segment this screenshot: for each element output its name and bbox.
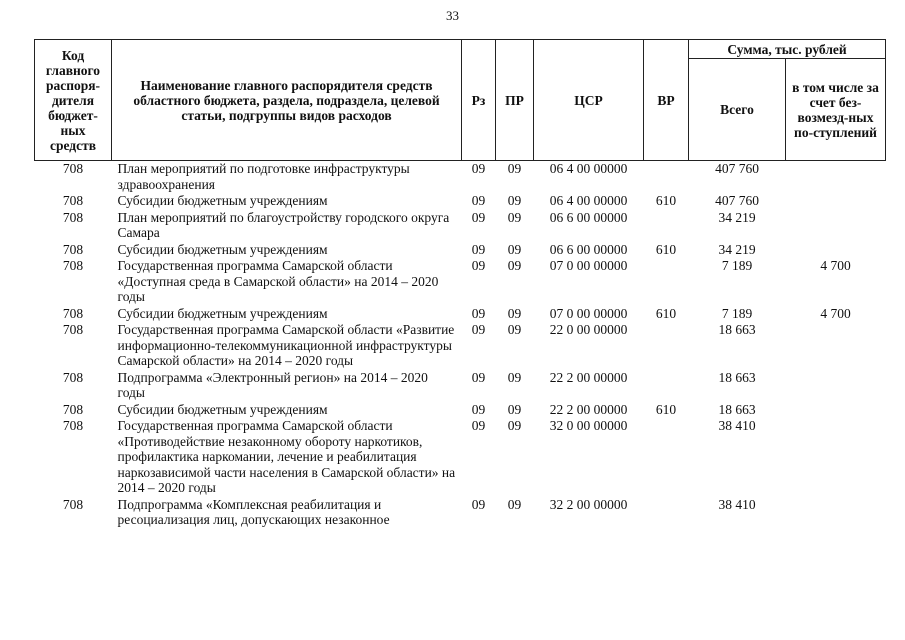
cell-csr: 06 6 00 00000	[549, 241, 628, 257]
table-body	[35, 161, 886, 529]
header-total: Всего	[689, 59, 786, 161]
cell-rz: 09	[471, 322, 486, 337]
cell-pr: 09	[507, 322, 522, 337]
cell-pr: 09	[507, 193, 522, 208]
cell-code: 708	[62, 209, 84, 225]
cell-vr	[644, 370, 689, 402]
table-row	[35, 306, 886, 323]
header-pr: ПР	[496, 40, 534, 161]
cell-vr	[644, 322, 689, 370]
cell-name: Государственная программа Самарской области «Развитие информационно-телекоммуникационной инфраструктуры Самарской области» на 2014 – 2020 годы	[117, 322, 455, 368]
cell-vr: 610	[655, 305, 677, 321]
cell-vr	[644, 418, 689, 497]
cell-name: Подпрограмма «Электронный регион» на 2014 – 2020 годы	[117, 369, 428, 400]
cell-free	[786, 402, 886, 419]
cell-pr: 09	[507, 161, 522, 176]
cell-free	[786, 370, 886, 402]
header-csr: ЦСР	[534, 40, 644, 161]
cell-name: Субсидии бюджетным учреждениям	[117, 241, 328, 257]
table-row	[35, 210, 886, 242]
cell-csr: 32 2 00 00000	[549, 496, 628, 512]
cell-rz: 09	[471, 369, 486, 385]
cell-total: 34 219	[718, 209, 756, 225]
cell-csr: 22 0 00 00000	[549, 322, 628, 337]
cell-free	[786, 497, 886, 529]
cell-vr	[644, 210, 689, 242]
header-sum: Сумма, тыс. рублей	[689, 40, 886, 59]
cell-pr: 09	[507, 241, 522, 257]
cell-name: Государственная программа Самарской области «Противодействие незаконному обороту наркотиков, профилактика наркомании, лечение и реабилитация наркозависимой части населения в Самарской области» на 2014 – 2020 годы	[117, 418, 456, 495]
cell-pr: 09	[507, 305, 522, 321]
cell-vr: 610	[655, 193, 677, 208]
table-row	[35, 497, 886, 529]
cell-vr	[644, 258, 689, 306]
cell-code: 708	[62, 369, 84, 385]
cell-rz: 09	[471, 496, 486, 512]
cell-pr: 09	[507, 401, 522, 417]
cell-rz: 09	[471, 241, 486, 257]
cell-name: Государственная программа Самарской области «Доступная среда в Самарской области» на 2014 – 2020 годы	[117, 258, 439, 304]
cell-code: 708	[62, 322, 84, 337]
cell-total: 34 219	[718, 241, 756, 257]
cell-csr: 06 4 00 00000	[549, 193, 628, 208]
cell-code: 708	[62, 401, 84, 417]
cell-rz: 09	[471, 418, 486, 433]
cell-free	[786, 418, 886, 497]
cell-total: 18 663	[718, 322, 756, 337]
cell-code: 708	[62, 305, 84, 321]
cell-rz: 09	[471, 401, 486, 417]
cell-free: 4 700	[820, 258, 851, 273]
cell-total: 7 189	[721, 305, 753, 321]
cell-csr: 32 0 00 00000	[549, 418, 628, 433]
cell-rz: 09	[471, 305, 486, 321]
cell-code: 708	[62, 161, 84, 176]
cell-vr: 610	[655, 241, 677, 257]
cell-rz: 09	[471, 161, 486, 176]
table-row	[35, 402, 886, 419]
table-row	[35, 370, 886, 402]
cell-pr: 09	[507, 418, 522, 433]
table-row	[35, 322, 886, 370]
cell-csr: 07 0 00 00000	[549, 258, 628, 273]
cell-free	[786, 161, 886, 194]
cell-free	[786, 322, 886, 370]
cell-code: 708	[62, 193, 84, 208]
cell-total: 18 663	[718, 369, 756, 385]
table-row	[35, 193, 886, 210]
cell-code: 708	[62, 241, 84, 257]
cell-total: 7 189	[721, 258, 753, 273]
cell-free: 4 700	[820, 305, 851, 321]
cell-name: План мероприятий по подготовке инфраструктуры здравоохранения	[117, 161, 410, 192]
table-row	[35, 258, 886, 306]
cell-name: Субсидии бюджетным учреждениям	[117, 401, 328, 417]
cell-rz: 09	[471, 209, 486, 225]
cell-code: 708	[62, 258, 84, 273]
table-header	[35, 40, 886, 161]
header-vr: ВР	[644, 40, 689, 161]
table-row	[35, 242, 886, 259]
header-name: Наименование главного распорядителя средств областного бюджета, раздела, подраздела, целевой статьи, подгруппы видов расходов	[112, 40, 462, 161]
cell-total: 18 663	[718, 401, 756, 417]
cell-code: 708	[62, 496, 84, 512]
cell-vr	[644, 161, 689, 194]
cell-total: 38 410	[718, 418, 756, 433]
header-free: в том числе за счет без-возмезд-ных по-ступлений	[786, 59, 886, 161]
cell-pr: 09	[507, 209, 522, 225]
cell-name: Субсидии бюджетным учреждениям	[117, 193, 328, 208]
page-number: 33	[446, 8, 459, 23]
cell-pr: 09	[507, 369, 522, 385]
cell-name: План мероприятий по благоустройству городского округа Самара	[117, 209, 450, 240]
cell-csr: 06 4 00 00000	[549, 161, 628, 176]
header-rz: Рз	[462, 40, 496, 161]
table-row	[35, 418, 886, 497]
cell-csr: 06 6 00 00000	[549, 209, 628, 225]
cell-total: 407 760	[715, 193, 759, 208]
cell-code: 708	[62, 418, 84, 433]
cell-name: Подпрограмма «Комплексная реабилитация и ресоциализация лиц, допускающих незаконное	[117, 496, 390, 527]
cell-vr: 610	[655, 401, 677, 417]
cell-csr: 22 2 00 00000	[549, 401, 628, 417]
cell-free	[786, 210, 886, 242]
cell-vr	[644, 497, 689, 529]
cell-total: 407 760	[715, 161, 759, 176]
cell-pr: 09	[507, 496, 522, 512]
cell-total: 38 410	[718, 496, 756, 512]
budget-table	[34, 39, 886, 529]
cell-free	[786, 242, 886, 259]
cell-csr: 07 0 00 00000	[549, 305, 628, 321]
cell-rz: 09	[471, 193, 486, 208]
cell-free	[786, 193, 886, 210]
table-row	[35, 161, 886, 194]
cell-csr: 22 2 00 00000	[549, 369, 628, 385]
cell-rz: 09	[471, 258, 486, 273]
header-code: Код главного распоря-дителя бюджет-ных средств	[35, 40, 112, 161]
cell-pr: 09	[507, 258, 522, 273]
cell-name: Субсидии бюджетным учреждениям	[117, 305, 328, 321]
